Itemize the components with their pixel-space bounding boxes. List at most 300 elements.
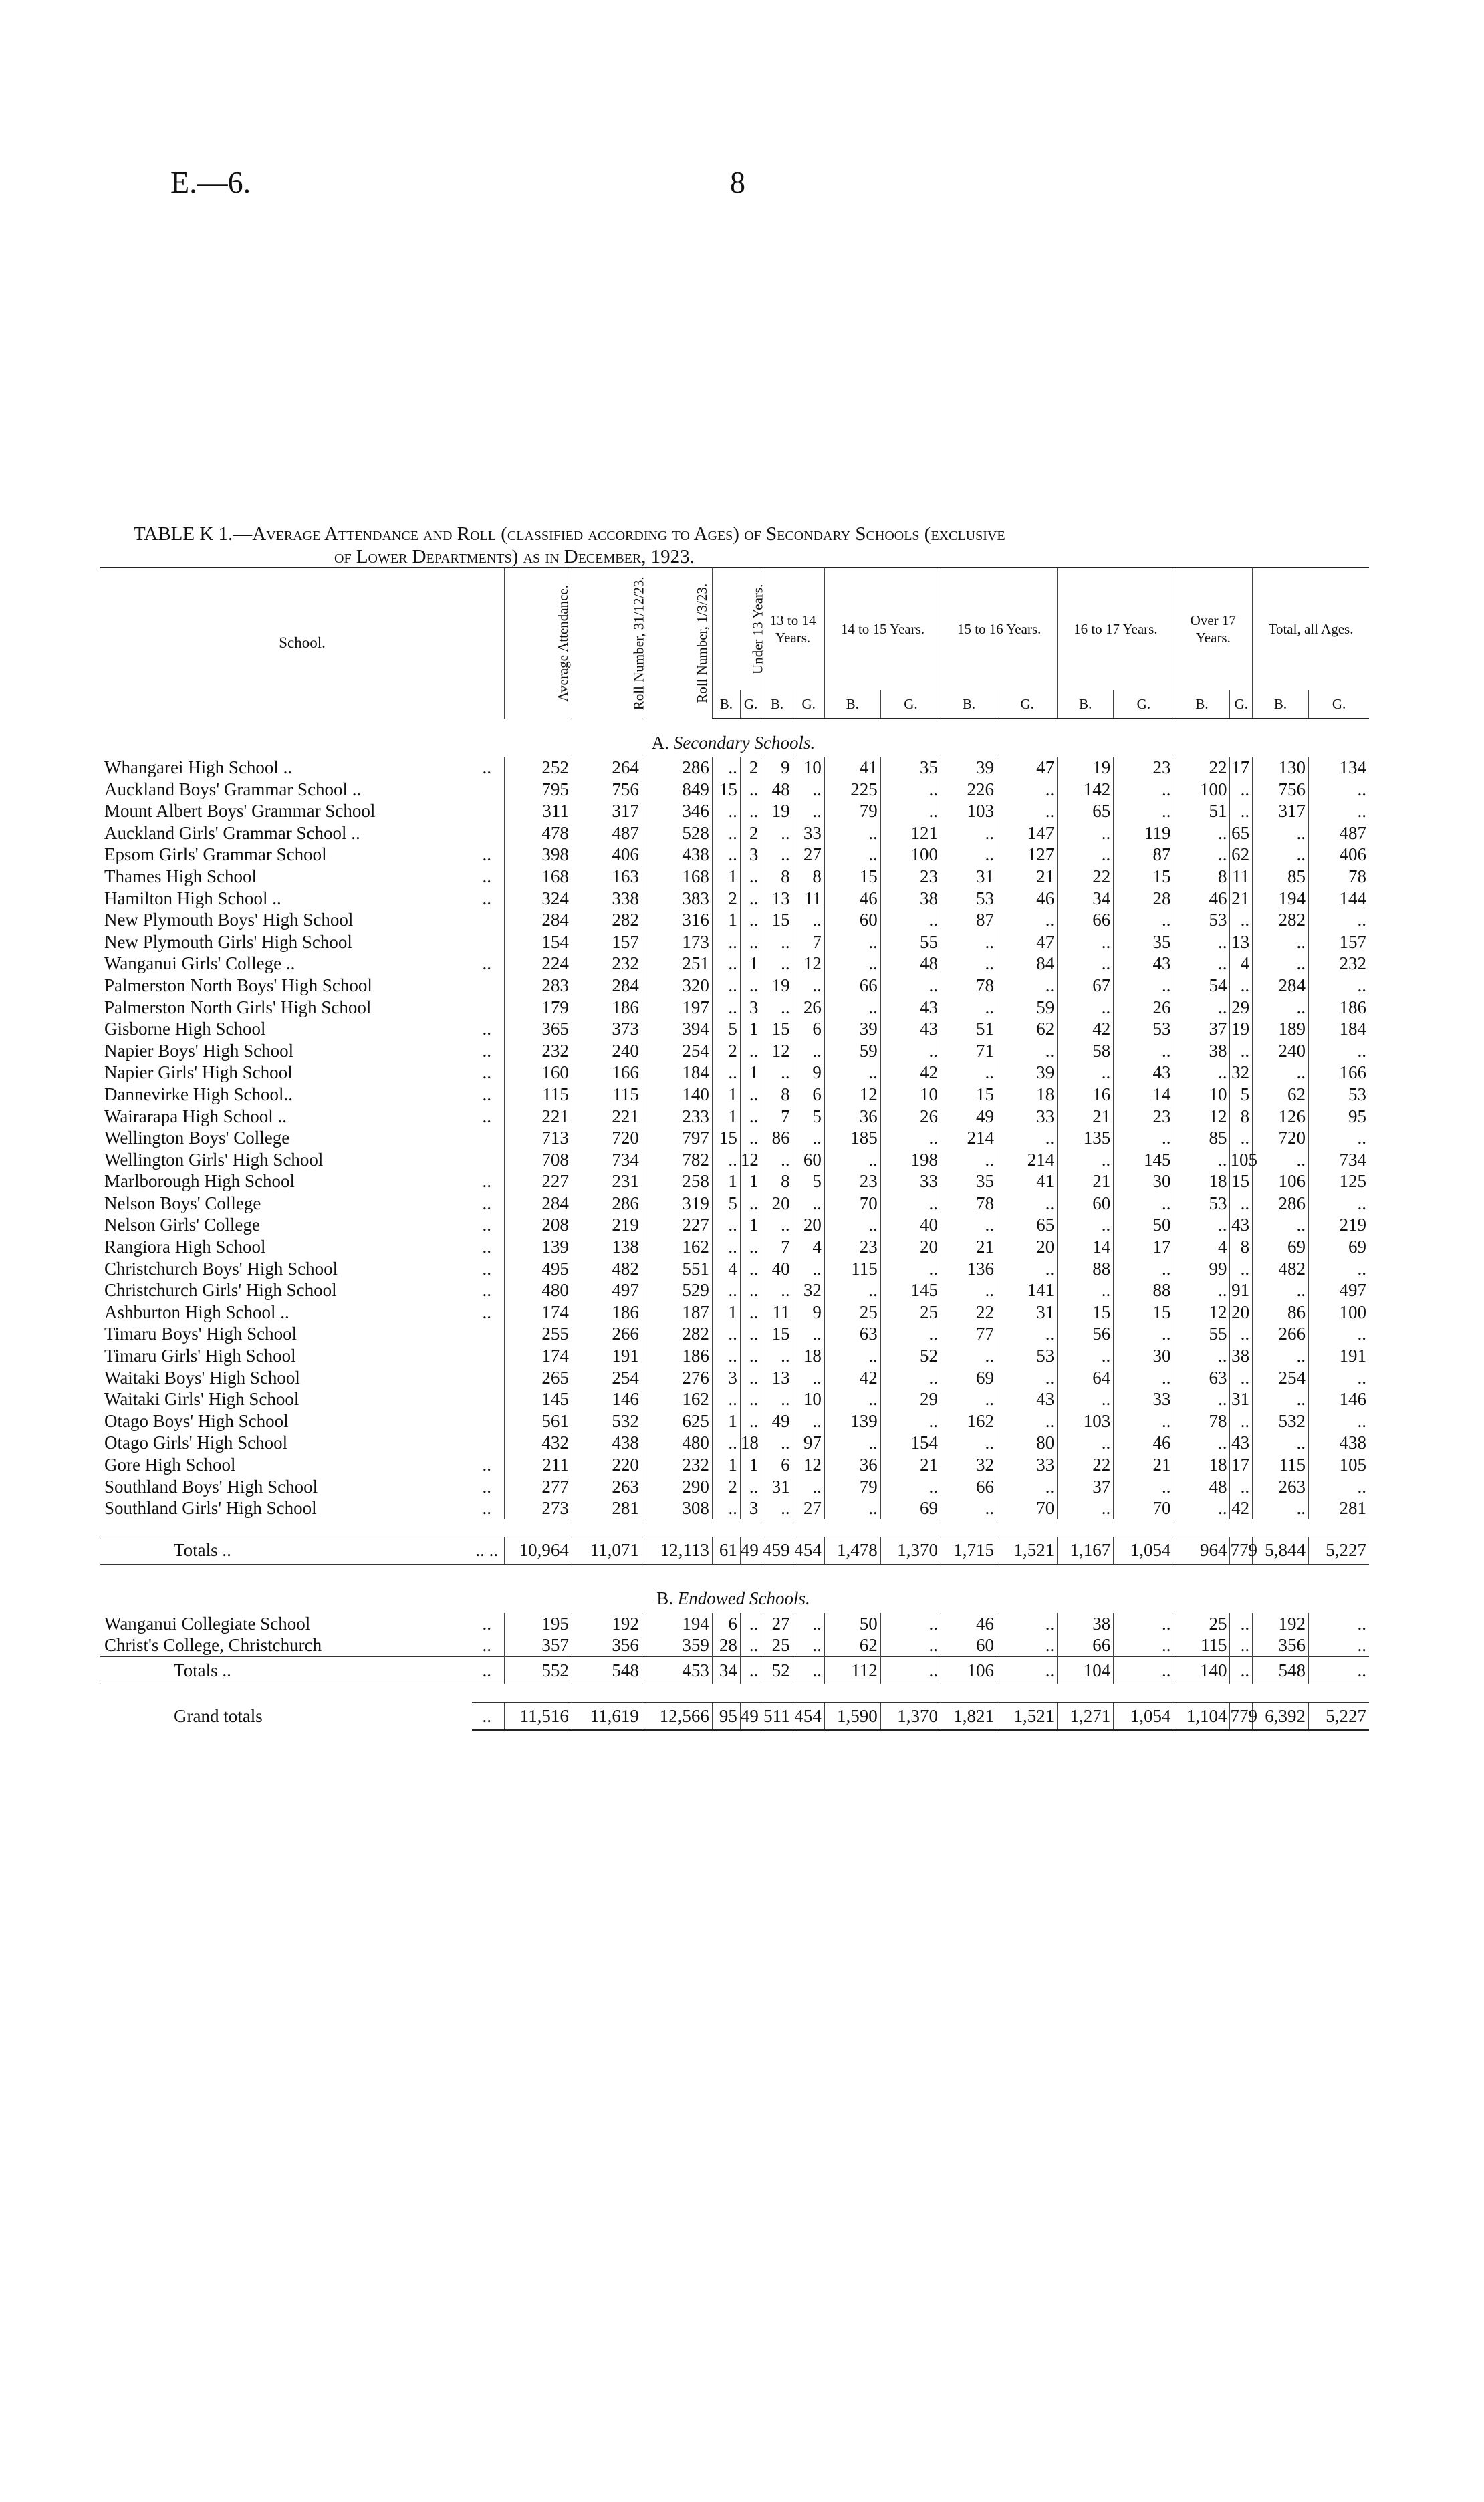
cell-value: 286 <box>1253 1193 1309 1215</box>
cell-value: 125 <box>1309 1170 1369 1193</box>
cell-value: 53 <box>941 888 997 910</box>
cell-value: 7 <box>793 931 824 953</box>
cell-value: 282 <box>1253 909 1309 931</box>
cell-value: .. <box>761 1061 793 1084</box>
table-row <box>100 1497 1369 1519</box>
cell-value: 38 <box>1174 1040 1230 1062</box>
cell-value: .. <box>997 1127 1058 1149</box>
school-name: Southland Girls' High School <box>104 1498 317 1519</box>
leader-dots: .. <box>482 1193 491 1213</box>
cell-value: 99 <box>1174 1258 1230 1280</box>
cell-value: 263 <box>1253 1476 1309 1498</box>
cell-value: .. <box>1114 1127 1174 1149</box>
cell-value: 29 <box>1230 997 1253 1019</box>
col-16-17: 16 to 17 Years. <box>1058 568 1174 690</box>
cell-value: 198 <box>880 1149 941 1171</box>
cell-value: .. <box>997 1476 1058 1498</box>
cell-value: 77 <box>941 1323 997 1345</box>
cell-value: .. <box>1174 822 1230 844</box>
cell-value: 6 <box>761 1454 793 1476</box>
cell-value: 60 <box>1058 1193 1114 1215</box>
table-row <box>100 1454 1369 1476</box>
cell-value: .. <box>712 975 740 997</box>
cell-value: 1,370 <box>880 1702 941 1730</box>
cell-value: 15 <box>761 1018 793 1040</box>
cell-value: 232 <box>1309 953 1369 975</box>
cell-value: .. <box>1309 909 1369 931</box>
cell-value: .. <box>997 1040 1058 1062</box>
cell-value: .. <box>824 1432 880 1454</box>
cell-value: 8 <box>761 1084 793 1106</box>
cell-value: .. <box>1174 1279 1230 1301</box>
cell-value: .. <box>824 953 880 975</box>
cell-value: 8 <box>1230 1106 1253 1128</box>
cell-value: 50 <box>1114 1214 1174 1236</box>
cell-value: .. <box>761 822 793 844</box>
cell-value: 720 <box>572 1127 642 1149</box>
cell-value: 33 <box>793 822 824 844</box>
section-b-heading <box>100 1564 1369 1613</box>
cell-value: 13 <box>761 1367 793 1389</box>
leader-dots <box>472 1432 504 1454</box>
cell-value: 290 <box>642 1476 712 1498</box>
cell-value: 15 <box>824 866 880 888</box>
cell-value: .. <box>1114 1040 1174 1062</box>
cell-value: 356 <box>572 1634 642 1656</box>
cell-value: 720 <box>1253 1127 1309 1149</box>
cell-value: 11,619 <box>572 1702 642 1730</box>
cell-value: 240 <box>572 1040 642 1062</box>
cell-value: 15 <box>712 779 740 801</box>
cell-value: 29 <box>880 1388 941 1410</box>
cell-value: 59 <box>997 997 1058 1019</box>
cell-value: .. <box>712 1323 740 1345</box>
cell-value: 15 <box>712 1127 740 1149</box>
cell-value: 39 <box>941 757 997 779</box>
cell-value: 1,715 <box>941 1537 997 1564</box>
cell-value: 42 <box>1230 1497 1253 1519</box>
cell-value: 1,054 <box>1114 1537 1174 1564</box>
cell-value: 145 <box>1114 1149 1174 1171</box>
cell-value: 22 <box>1058 1454 1114 1476</box>
cell-value: .. <box>1230 1613 1253 1635</box>
cell-value: .. <box>1230 1656 1253 1684</box>
leader-dots: .. <box>482 1455 491 1475</box>
col-roll-dec: Roll Number, 31/12/23. <box>572 568 642 719</box>
cell-value: 31 <box>997 1301 1058 1324</box>
cell-value: .. <box>740 1388 761 1410</box>
table-title-line1: TABLE K 1.—Average Attendance and Roll (classified according to Ages) of Secondary Schools (exclusive <box>134 523 1005 545</box>
cell-value: 87 <box>941 909 997 931</box>
cell-value: 224 <box>505 953 572 975</box>
cell-value: 227 <box>505 1170 572 1193</box>
cell-value: 5 <box>793 1170 824 1193</box>
cell-value: 78 <box>1174 1410 1230 1432</box>
cell-value: 86 <box>1253 1301 1309 1324</box>
cell-value: 179 <box>505 997 572 1019</box>
cell-value: 51 <box>1174 800 1230 822</box>
cell-value: .. <box>941 1497 997 1519</box>
cell-value: 511 <box>761 1702 793 1730</box>
cell-value: 78 <box>941 975 997 997</box>
sex-g: G. <box>1114 690 1174 719</box>
cell-value: 32 <box>1230 1061 1253 1084</box>
cell-value: .. <box>712 997 740 1019</box>
page-number: 8 <box>730 165 745 199</box>
table-row <box>100 1106 1369 1128</box>
cell-value: .. <box>740 1193 761 1215</box>
totals-row <box>100 1702 1369 1730</box>
leader-dots: .. <box>482 1498 491 1519</box>
cell-value: 25 <box>761 1634 793 1656</box>
cell-value: .. <box>712 1279 740 1301</box>
school-name: Waitaki Boys' High School <box>104 1367 300 1388</box>
cell-value: 317 <box>572 800 642 822</box>
cell-value: .. <box>740 975 761 997</box>
cell-value: 12 <box>1174 1301 1230 1324</box>
cell-value: .. <box>1174 1432 1230 1454</box>
cell-value: 22 <box>1058 866 1114 888</box>
cell-value: 5 <box>1230 1084 1253 1106</box>
cell-value: 53 <box>1174 909 1230 931</box>
school-name: Gore High School <box>104 1455 236 1475</box>
cell-value: 266 <box>1253 1323 1309 1345</box>
cell-value: .. <box>1309 1634 1369 1656</box>
cell-value: 8 <box>793 866 824 888</box>
cell-value: .. <box>1114 1656 1174 1684</box>
cell-value: .. <box>793 1410 824 1432</box>
cell-value: .. <box>880 1040 941 1062</box>
cell-value: 191 <box>572 1345 642 1367</box>
cell-value: .. <box>1058 1279 1114 1301</box>
table-row <box>100 997 1369 1019</box>
cell-value: .. <box>740 909 761 931</box>
cell-value: 8 <box>1230 1236 1253 1258</box>
cell-value: .. <box>740 779 761 801</box>
cell-value: .. <box>740 1301 761 1324</box>
section-a-heading <box>100 719 1369 757</box>
cell-value: .. <box>1058 1214 1114 1236</box>
cell-value: .. <box>941 1061 997 1084</box>
cell-value: .. <box>1253 822 1309 844</box>
cell-value: 71 <box>941 1040 997 1062</box>
cell-value: 53 <box>1309 1084 1369 1106</box>
cell-value: 11 <box>793 888 824 910</box>
leader-dots <box>472 931 504 953</box>
cell-value: .. <box>1058 1497 1114 1519</box>
table-row <box>100 800 1369 822</box>
cell-value: 186 <box>642 1345 712 1367</box>
cell-value: .. <box>1058 844 1114 866</box>
sex-b: B. <box>824 690 880 719</box>
leader-dots <box>472 822 504 844</box>
cell-value: 487 <box>1309 822 1369 844</box>
cell-value: 1 <box>712 1084 740 1106</box>
cell-value: .. <box>824 822 880 844</box>
cell-value: 23 <box>824 1170 880 1193</box>
cell-value: .. <box>793 1613 824 1635</box>
cell-value: 22 <box>941 1301 997 1324</box>
cell-value: 21 <box>880 1454 941 1476</box>
cell-value: 1,167 <box>1058 1537 1114 1564</box>
cell-value: .. <box>740 931 761 953</box>
endowed-totals <box>100 1656 1369 1730</box>
cell-value: 232 <box>642 1454 712 1476</box>
leader-dots: .. <box>482 1280 491 1301</box>
leader-dots: .. <box>482 757 491 777</box>
cell-value: 19 <box>1230 1018 1253 1040</box>
cell-value: 478 <box>505 822 572 844</box>
cell-value: 3 <box>740 1497 761 1519</box>
cell-value: 15 <box>761 909 793 931</box>
cell-value: 487 <box>572 822 642 844</box>
leader-dots <box>472 779 504 801</box>
cell-value: .. <box>1058 1432 1114 1454</box>
cell-value: 1 <box>740 953 761 975</box>
cell-value: .. <box>941 1388 997 1410</box>
cell-value: 28 <box>1114 888 1174 910</box>
cell-value: 162 <box>941 1410 997 1432</box>
cell-value: 5 <box>793 1106 824 1128</box>
cell-value: 87 <box>1114 844 1174 866</box>
cell-value: 254 <box>572 1367 642 1389</box>
cell-value: .. <box>712 822 740 844</box>
cell-value: 121 <box>880 822 941 844</box>
cell-value: .. <box>793 1127 824 1149</box>
cell-value: .. <box>1309 1323 1369 1345</box>
cell-value: 40 <box>761 1258 793 1280</box>
cell-value: 95 <box>1309 1106 1369 1128</box>
cell-value: 33 <box>1114 1388 1174 1410</box>
cell-value: .. <box>1253 1388 1309 1410</box>
cell-value: 26 <box>880 1106 941 1128</box>
school-name: Southland Boys' High School <box>104 1476 318 1497</box>
cell-value: 283 <box>505 975 572 997</box>
cell-value: 221 <box>572 1106 642 1128</box>
cell-value: 7 <box>761 1106 793 1128</box>
cell-value: 21 <box>1114 1454 1174 1476</box>
cell-value: 38 <box>880 888 941 910</box>
cell-value: 49 <box>740 1702 761 1730</box>
cell-value: .. <box>712 953 740 975</box>
cell-value: .. <box>1309 1656 1369 1684</box>
cell-value: 25 <box>880 1301 941 1324</box>
cell-value: 266 <box>572 1323 642 1345</box>
cell-value: .. <box>712 1236 740 1258</box>
school-name: Nelson Girls' College <box>104 1215 260 1235</box>
cell-value: 62 <box>997 1018 1058 1040</box>
cell-value: 15 <box>1114 866 1174 888</box>
cell-value: .. <box>941 1214 997 1236</box>
table-row <box>100 1127 1369 1149</box>
cell-value: 166 <box>1309 1061 1369 1084</box>
cell-value: 106 <box>941 1656 997 1684</box>
cell-value: .. <box>1174 1388 1230 1410</box>
table-row <box>100 1323 1369 1345</box>
cell-value: .. <box>1174 1061 1230 1084</box>
cell-value: 195 <box>505 1613 572 1635</box>
cell-value: 100 <box>880 844 941 866</box>
cell-value: 46 <box>824 888 880 910</box>
cell-value: 281 <box>1309 1497 1369 1519</box>
cell-value: 147 <box>997 822 1058 844</box>
cell-value: 734 <box>1309 1149 1369 1171</box>
cell-value: 100 <box>1309 1301 1369 1324</box>
cell-value: 10 <box>793 757 824 779</box>
cell-value: .. <box>712 757 740 779</box>
cell-value: .. <box>793 1634 824 1656</box>
cell-value: 40 <box>880 1214 941 1236</box>
cell-value: 1 <box>740 1214 761 1236</box>
cell-value: 7 <box>761 1236 793 1258</box>
cell-value: 56 <box>1058 1323 1114 1345</box>
table-row <box>100 1236 1369 1258</box>
school-name: Rangiora High School <box>104 1237 266 1257</box>
table-row <box>100 1345 1369 1367</box>
cell-value: .. <box>1230 1127 1253 1149</box>
cell-value: 36 <box>824 1454 880 1476</box>
school-name: Auckland Girls' Grammar School .. <box>104 822 360 843</box>
cell-value: .. <box>740 1040 761 1062</box>
cell-value: 162 <box>642 1388 712 1410</box>
cell-value: 13 <box>1230 931 1253 953</box>
school-name: Dannevirke High School.. <box>104 1084 293 1104</box>
cell-value: 265 <box>505 1367 572 1389</box>
cell-value: 66 <box>941 1476 997 1498</box>
school-name: Christchurch Boys' High School <box>104 1258 338 1279</box>
cell-value: 324 <box>505 888 572 910</box>
cell-value: .. <box>1230 1634 1253 1656</box>
leader-dots: .. <box>482 1215 491 1235</box>
attendance-table <box>100 567 1369 1731</box>
leader-dots: .. <box>472 1656 504 1684</box>
cell-value: .. <box>1309 1193 1369 1215</box>
cell-value: 15 <box>941 1084 997 1106</box>
cell-value: 406 <box>572 844 642 866</box>
school-name: Otago Girls' High School <box>104 1432 288 1453</box>
table-row <box>100 1301 1369 1324</box>
cell-value: 5 <box>712 1193 740 1215</box>
cell-value: 47 <box>997 931 1058 953</box>
cell-value: .. <box>1114 1476 1174 1498</box>
cell-value: 65 <box>997 1214 1058 1236</box>
leader-dots: .. <box>482 1258 491 1279</box>
cell-value: 43 <box>880 997 941 1019</box>
section-a-title: A. Secondary Schools. <box>651 732 816 753</box>
cell-value: 67 <box>1058 975 1114 997</box>
cell-value: .. <box>880 779 941 801</box>
sex-b: B. <box>1253 690 1309 719</box>
cell-value: 22 <box>1174 757 1230 779</box>
cell-value: 15 <box>1230 1170 1253 1193</box>
cell-value: 186 <box>572 997 642 1019</box>
cell-value: 214 <box>941 1127 997 1149</box>
cell-value: 254 <box>642 1040 712 1062</box>
cell-value: .. <box>997 1634 1058 1656</box>
cell-value: 276 <box>642 1367 712 1389</box>
cell-value: 756 <box>572 779 642 801</box>
cell-value: .. <box>997 975 1058 997</box>
cell-value: 6 <box>712 1613 740 1635</box>
cell-value: .. <box>740 1656 761 1684</box>
cell-value: .. <box>1114 1258 1174 1280</box>
cell-value: 162 <box>642 1236 712 1258</box>
cell-value: 66 <box>824 975 880 997</box>
cell-value: .. <box>1309 1410 1369 1432</box>
cell-value: .. <box>1230 1193 1253 1215</box>
cell-value: .. <box>1253 1214 1309 1236</box>
cell-value: 11 <box>1230 866 1253 888</box>
cell-value: 4 <box>1174 1236 1230 1258</box>
cell-value: .. <box>1058 1061 1114 1084</box>
school-name: Wellington Girls' High School <box>104 1149 324 1170</box>
cell-value: .. <box>1253 1149 1309 1171</box>
table-row <box>100 888 1369 910</box>
cell-value: 103 <box>941 800 997 822</box>
leader-dots: .. <box>482 1062 491 1083</box>
col-13-14: 13 to 14 Years. <box>761 568 824 690</box>
cell-value: .. <box>712 844 740 866</box>
cell-value: .. <box>880 1127 941 1149</box>
cell-value: 62 <box>1230 844 1253 866</box>
leader-dots <box>472 1410 504 1432</box>
leader-dots: .. <box>482 1084 491 1104</box>
table-row <box>100 1084 1369 1106</box>
cell-value: 225 <box>824 779 880 801</box>
leader-dots <box>472 975 504 997</box>
cell-value: .. <box>712 931 740 953</box>
leader-dots <box>472 1323 504 1345</box>
cell-value: 104 <box>1058 1656 1114 1684</box>
leader-dots: .. <box>482 1301 491 1322</box>
cell-value: 173 <box>642 931 712 953</box>
cell-value: 115 <box>572 1084 642 1106</box>
school-name: Marlborough High School <box>104 1171 295 1192</box>
cell-value: .. <box>740 1476 761 1498</box>
cell-value: 95 <box>712 1702 740 1730</box>
cell-value: .. <box>1174 953 1230 975</box>
cell-value: .. <box>1174 1214 1230 1236</box>
cell-value: .. <box>824 1061 880 1084</box>
cell-value: 154 <box>880 1432 941 1454</box>
cell-value: .. <box>793 800 824 822</box>
school-name: Wellington Boys' College <box>104 1128 290 1148</box>
cell-value: 10 <box>793 1388 824 1410</box>
school-name: New Plymouth Boys' High School <box>104 910 354 930</box>
cell-value: 50 <box>824 1613 880 1635</box>
cell-value: .. <box>997 1193 1058 1215</box>
leader-dots <box>472 1127 504 1149</box>
cell-value: 60 <box>793 1149 824 1171</box>
cell-value: 6,392 <box>1253 1702 1309 1730</box>
cell-value: 65 <box>1230 822 1253 844</box>
cell-value: 357 <box>505 1634 572 1656</box>
leader-dots: .. <box>482 888 491 908</box>
cell-value: 186 <box>572 1301 642 1324</box>
table-row <box>100 909 1369 931</box>
cell-value: .. <box>1058 997 1114 1019</box>
cell-value: 130 <box>1253 757 1309 779</box>
cell-value: 136 <box>941 1258 997 1280</box>
cell-value: 191 <box>1309 1345 1369 1367</box>
cell-value: 338 <box>572 888 642 910</box>
cell-value: 97 <box>793 1432 824 1454</box>
cell-value: 19 <box>761 800 793 822</box>
section-b-title: B. Endowed Schools. <box>656 1588 810 1609</box>
cell-value: .. <box>880 1656 941 1684</box>
cell-value: 4 <box>793 1236 824 1258</box>
cell-value: 480 <box>642 1432 712 1454</box>
